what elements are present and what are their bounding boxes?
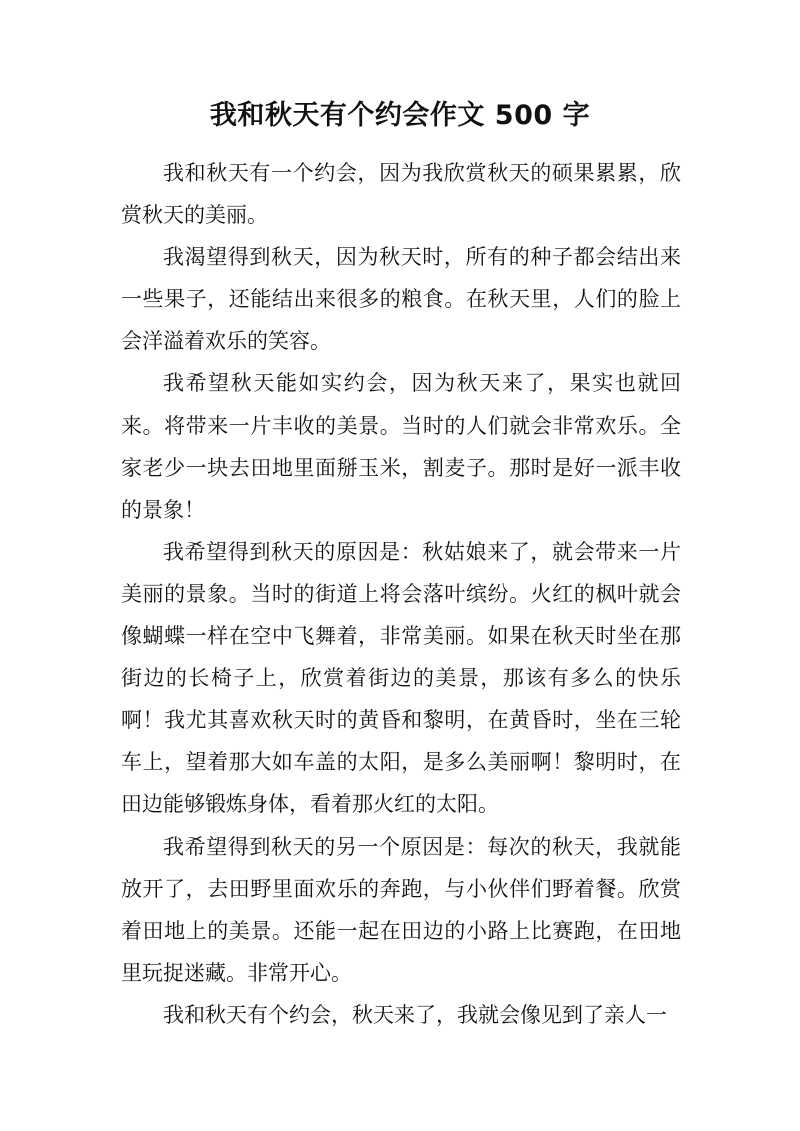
document-body [121,152,681,1036]
paragraph-1: 我和秋天有一个约会，因为我欣赏秋天的硕果累累，欣赏秋天的美丽。 [121,161,681,228]
paragraph-2: 我渴望得到秋天，因为秋天时，所有的种子都会结出来一些果子，还能结出来很多的粮食。在秋天里，人们的脸上会洋溢着欢乐的笑容。 [121,245,681,354]
document-title: 我和秋天有个约会作文 500 字 [209,100,591,131]
paragraph-3: 我希望秋天能如实约会，因为秋天来了，果实也就回来。将带来一片丰收的美景。当时的人们就会非常欢乐。全家老少一块去田地里面掰玉米，割麦子。那时是好一派丰收的景象！ [121,371,681,522]
paragraph-5: 我希望得到秋天的另一个原因是：每次的秋天，我就能放开了，去田野里面欢乐的奔跑，与小伙伴们野着餐。欣赏着田地上的美景。还能一起在田边的小路上比赛跑，在田地里玩捉迷藏。非常开心。 [121,834,681,985]
paragraph-4: 我希望得到秋天的原因是：秋姑娘来了，就会带来一片美丽的景象。当时的街道上将会落叶缤纷。火红的枫叶就会像蝴蝶一样在空中飞舞着，非常美丽。如果在秋天时坐在那街边的长椅子上，欣赏着街边的美景，那该有多么的快乐啊！我尤其喜欢秋天时的黄昏和黎明，在黄昏时，坐在三轮车上，望着那大如车盖的太阳，是多么美丽啊！黎明时，在田边能够锻炼身体，看着那火红的太阳。 [121,539,681,817]
paragraph-6: 我和秋天有个约会，秋天来了，我就会像见到了亲人一 [163,1002,667,1027]
